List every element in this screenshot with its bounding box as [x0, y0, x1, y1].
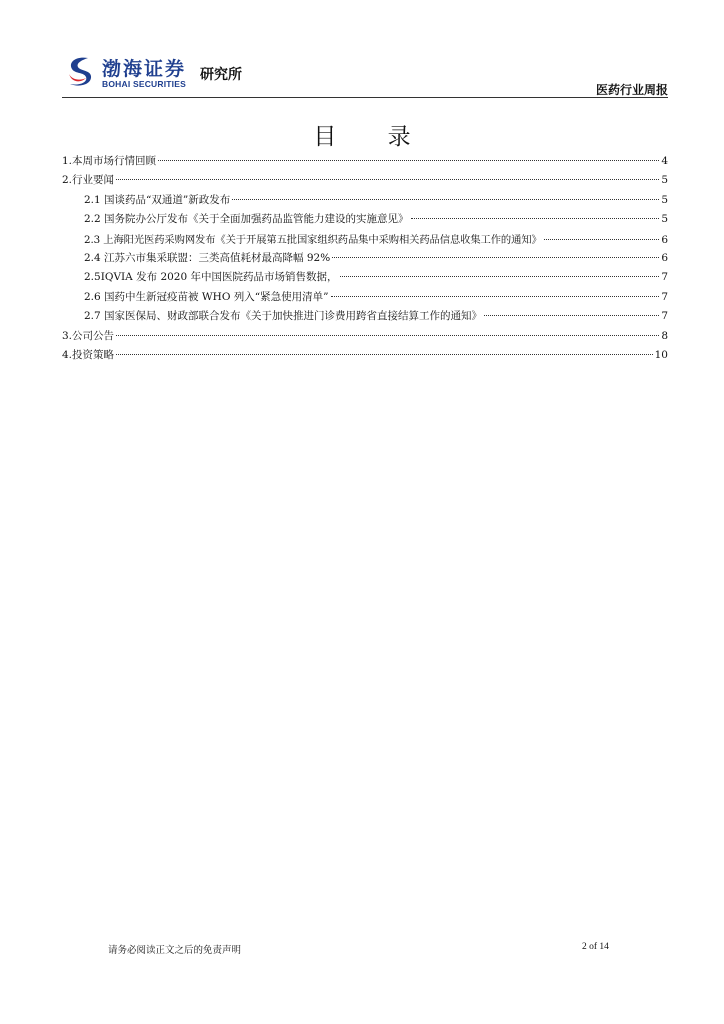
toc-leader-dots — [116, 179, 659, 180]
toc-entry-page: 10 — [654, 348, 668, 361]
toc-title: 目 录 — [313, 124, 433, 150]
toc-entry-label: 3.公司公告 — [62, 329, 115, 342]
toc-entry[interactable] — [62, 153, 668, 172]
page-number: 2 of 14 — [582, 942, 609, 952]
toc-entry[interactable] — [62, 211, 668, 230]
toc-entry[interactable] — [62, 172, 668, 191]
table-of-contents — [62, 153, 668, 366]
toc-entry-page: 6 — [661, 233, 668, 246]
toc-entry-label: 1.本周市场行情回顾 — [62, 155, 157, 167]
toc-entry-page: 7 — [661, 310, 668, 323]
toc-entry[interactable] — [62, 289, 668, 308]
toc-leader-dots — [158, 160, 659, 161]
toc-entry-label: 2.行业要闻 — [62, 174, 115, 187]
toc-leader-dots — [484, 315, 659, 316]
header-divider — [62, 97, 668, 98]
toc-leader-dots — [116, 354, 653, 355]
toc-entry[interactable] — [62, 231, 668, 250]
toc-entry-page: 4 — [661, 155, 668, 167]
toc-entry-label: 2.6 国药中生新冠疫苗被 WHO 列入“紧急使用清单” — [84, 290, 329, 303]
toc-leader-dots — [332, 257, 659, 258]
page-header — [62, 52, 668, 98]
toc-entry-page: 5 — [661, 213, 668, 226]
toc-entry-label: 2.4 江苏六市集采联盟：三类高值耗材最高降幅 92% — [84, 251, 331, 264]
institute-label: 研究所 — [200, 67, 242, 83]
toc-entry[interactable] — [62, 347, 668, 366]
toc-entry-page: 7 — [661, 290, 668, 303]
toc-entry-page: 5 — [661, 174, 668, 187]
report-type: 医药行业周报 — [595, 83, 668, 97]
toc-entry[interactable] — [62, 192, 668, 211]
toc-entry[interactable] — [62, 308, 668, 327]
toc-entry-label: 2.7 国家医保局、财政部联合发布《关于加快推进门诊费用跨省直接结算工作的通知》 — [84, 310, 483, 323]
toc-leader-dots — [544, 239, 660, 240]
page-footer — [62, 942, 668, 956]
toc-leader-dots — [340, 276, 660, 277]
logo-chinese-name: 渤海证券 — [102, 58, 187, 80]
toc-entry-label: 4.投资策略 — [62, 348, 115, 361]
toc-entry-page: 7 — [661, 271, 668, 284]
toc-entry-label: 2.2 国务院办公厅发布《关于全面加强药品监管能力建设的实施意见》 — [84, 213, 409, 226]
toc-leader-dots — [116, 335, 659, 336]
toc-entry[interactable] — [62, 269, 668, 288]
toc-leader-dots — [411, 218, 660, 219]
toc-leader-dots — [331, 296, 660, 297]
disclaimer-notice: 请务必阅读正文之后的免责声明 — [108, 945, 242, 956]
toc-entry[interactable] — [62, 328, 668, 347]
toc-entry[interactable] — [62, 250, 668, 269]
toc-entry-label: 2.3 上海阳光医药采购网发布《关于开展第五批国家组织药品集中采购相关药品信息收集工作的通知》 — [84, 233, 542, 246]
bohai-logo-icon — [66, 56, 94, 88]
toc-leader-dots — [232, 199, 659, 200]
logo-english-name: BOHAI SECURITIES — [102, 79, 186, 89]
toc-entry-page: 6 — [661, 251, 668, 264]
toc-entry-page: 5 — [661, 193, 668, 206]
toc-entry-label: 2.5IQVIA 发布 2020 年中国医院药品市场销售数据， — [84, 271, 338, 284]
toc-entry-page: 8 — [661, 329, 668, 342]
toc-entry-label: 2.1 国谈药品“双通道”新政发布 — [84, 193, 231, 206]
